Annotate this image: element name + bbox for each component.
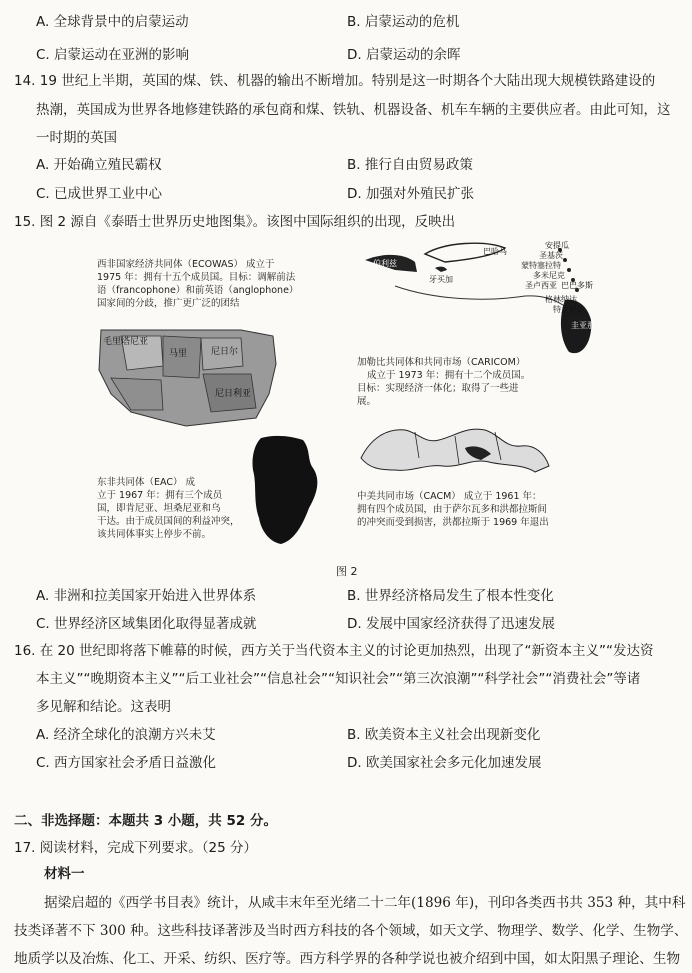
west-africa-map: [91, 322, 281, 432]
q14-stem-line-3: 一时期的英国: [36, 130, 117, 146]
ecowas-caption: 西非国家经济共同体（ECOWAS） 成立于 1975 年：拥有十五个成员国。目标：调解前法 语（francophone）和前英语（anglophone） 国家间的分歧，推广更广泛的团结: [97, 259, 299, 309]
map-label-belize: 伯利兹: [373, 259, 397, 268]
q17-material-line-3: 地质学以及冶炼、化工、开采、纺织、医疗等。西方科学界的各种学说也被介绍到中国，如太阳黑子理论、生物: [14, 951, 681, 967]
map-label-st-lucia: 圣卢西亚: [525, 281, 557, 290]
q16-option-b: B. 欧美资本主义社会出现新变化: [347, 727, 541, 743]
q13-option-b: B. 启蒙运动的危机: [347, 14, 460, 30]
map-label-jamaica: 牙买加: [429, 275, 453, 284]
q17-material-line-2: 技类译著不下 300 种。这些科技译著涉及当时西方科技的各个领域，如天文学、物理学、数学、化学、生物学、: [14, 923, 688, 939]
q15-option-c: C. 世界经济区域集团化取得显著成就: [36, 616, 257, 632]
q14-option-b: B. 推行自由贸易政策: [347, 157, 473, 173]
q13-option-d: D. 启蒙运动的余晖: [347, 47, 461, 63]
caricom-caption: 加勒比共同体和共同市场（CARICOM） 成立于 1973 年：拥有十二个成员国。 目标：实现经济一体化；取得了一些进 展。: [357, 357, 531, 407]
q16-stem-line-1: 16. 在 20 世纪即将落下帷幕的时候，西方关于当代资本主义的讨论更加热烈，出现了“新资本主义”“发达资: [14, 643, 654, 659]
cacm-caption: 中美共同市场（CACM） 成立于 1961 年： 拥有四个成员国，由于萨尔瓦多和洪都拉斯间 的冲突而受到损害，洪都拉斯于 1969 年退出: [357, 491, 549, 528]
q15-option-b: B. 世界经济格局发生了根本性变化: [347, 588, 554, 604]
map-label-nigeria: 尼日利亚: [215, 389, 252, 399]
q16-stem-line-3: 多见解和结论。这表明: [36, 699, 171, 715]
map-label-grenada: 格林纳达: [545, 295, 577, 304]
figure-2: [85, 240, 605, 555]
q15-option-a: A. 非洲和拉美国家开始进入世界体系: [36, 588, 257, 604]
east-africa-map: [247, 432, 327, 550]
q14-option-d: D. 加强对外殖民扩张: [347, 186, 474, 202]
map-label-barbados: 巴巴多斯: [561, 281, 593, 290]
q16-stem-line-2: 本主义”“晚期资本主义”“后工业社会”“信息社会”“知识社会”“第三次浪潮”“科学社会”“消费社会”等诸: [36, 671, 641, 687]
q17-stem: 17. 阅读材料，完成下列要求。（25 分）: [14, 840, 257, 856]
map-label-niger: 尼日尔: [211, 347, 239, 357]
q13-option-a: A. 全球背景中的启蒙运动: [36, 14, 189, 30]
map-label-mauritania: 毛里塔尼亚: [103, 337, 149, 347]
q16-option-d: D. 欧美国家社会多元化加速发展: [347, 755, 542, 771]
q15-stem: 15. 图 2 源自《泰晤士世界历史地图集》。该图中国际组织的出现，反映出: [14, 214, 456, 230]
map-label-antigua: 安提瓜: [545, 241, 569, 250]
map-label-trinidad: 特立尼达: [553, 305, 585, 314]
q16-option-a: A. 经济全球化的浪潮方兴未艾: [36, 727, 216, 743]
central-america-map: [355, 418, 555, 480]
figure-label: 图 2: [336, 565, 358, 578]
caribbean-map: [355, 240, 605, 360]
map-label-montserrat: 蒙特塞拉特: [521, 261, 561, 270]
map-label-st-kitts: 圣基茨: [539, 251, 563, 260]
q16-option-c: C. 西方国家社会矛盾日益激化: [36, 755, 217, 771]
map-label-bahamas: 巴哈马: [483, 247, 507, 256]
map-label-guyana: 圭亚那: [571, 321, 595, 330]
eac-caption: 东非共同体（EAC） 成 立于 1967 年：拥有三个成员 国，即肯尼亚、坦桑尼亚和乌 干达。由于成员国间的利益冲突， 该共同体事实上停步不前。: [97, 477, 240, 540]
q15-option-d: D. 发展中国家经济获得了迅速发展: [347, 616, 555, 632]
q17-material-title: 材料一: [44, 866, 85, 882]
q14-option-a: A. 开始确立殖民霸权: [36, 157, 162, 173]
q14-stem-line-1: 14. 19 世纪上半期，英国的煤、铁、机器的输出不断增加。特别是这一时期各个大陆出现大规模铁路建设的: [14, 73, 656, 89]
q13-option-c: C. 启蒙运动在亚洲的影响: [36, 47, 190, 63]
map-label-dominica: 多米尼克: [533, 271, 565, 280]
map-label-mali: 马里: [169, 349, 188, 359]
q14-stem-line-2: 热潮，英国成为世界各地修建铁路的承包商和煤、铁轨、机器设备、机车车辆的主要供应者。由此可知，这: [36, 102, 671, 118]
q17-material-line-1: 据梁启超的《西学书目表》统计，从咸丰末年至光绪二十二年(1896 年)，刊印各类西书共 353 种，其中科: [44, 895, 686, 911]
section-2-heading: 二、非选择题：本题共 3 小题，共 52 分。: [14, 813, 277, 829]
q14-option-c: C. 已成世界工业中心: [36, 186, 163, 202]
